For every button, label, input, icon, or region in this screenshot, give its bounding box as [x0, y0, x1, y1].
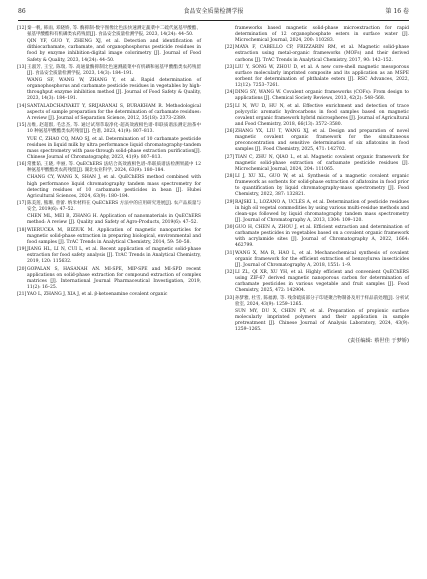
reference-text: 孙梦雅, 杜雪, 陈福源, 等. 残余硫质部分子印迹聚合物制备及用于样品前处理[J]. 分析试验室, 2024, 43(9): 1259–1265.: [235, 295, 409, 307]
reference-text: LI J, XU XL, GUO W, et al. Synthesis of a magnetic covalent organic framework as sorbents for solid-phase extraction of aflatoxins in food prior to quantification by liquid chromatography-mass spectrometry [J]. Food Chemistry, 2022, 387: 132821.: [235, 174, 409, 198]
reference-entry: [225, 104, 409, 128]
reference-number: [15]: [17, 123, 27, 129]
reference-entry: [17, 78, 201, 102]
reference-text: GUO H, CHEN A, ZHOU J, et al. Efficient extraction and determination of carbamate pesticides in vegetables based on a covalent organic framework with acrylamide sites [J]. Journal of Chromatography A, 2022, 1664: 462799.: [235, 225, 409, 249]
reference-number: [24]: [225, 90, 235, 96]
reference-entry: [225, 296, 409, 308]
reference-entry: [225, 65, 409, 89]
reference-text: GOPALAN S, HASANAH AN. MI-SPE, MIP-SPE and MI-SPD recent applications on solid-phase extraction for compound extraction of complex matrices [J]. International Journal Pharmaceutical Investigation, 2019, 11(2): 16–25.: [27, 266, 201, 290]
volume-label: 第 16 卷: [385, 8, 409, 15]
reference-number: [18]: [17, 227, 27, 233]
reference-entry: [225, 251, 409, 269]
reference-text: DING SY, WANG W. Covalent organic frameworks (COFs): From design to applications [J]. Chemical Society Reviews, 2013, 42(2): 548–568.: [235, 90, 409, 102]
references-left-column: [17, 26, 201, 299]
reference-entry: [17, 104, 201, 122]
reference-number: [30]: [225, 225, 235, 231]
reference-entry: [225, 309, 409, 333]
reference-entry: [17, 39, 201, 63]
reference-text: WANG SF, WANG W, ZHANG Y, et al. Rapid determination of organophosphorus and carbamate pesticide residues in vegetables by high-throughput enzyme inhibition method [J]. Journal of Food Safety & Quality, 2023, 14(3): 184–191.: [27, 78, 201, 102]
reference-number: [17]: [17, 200, 27, 206]
reference-text: WIERUCKA M, BIZIUK M. Application of magnetic nanoparticles for magnetic solid-phase extraction in preparing biological, environmental and food samples [J]. TrAC Trends in Analytical Chemistry, 2014, 59: 50–58.: [27, 227, 201, 245]
reference-number: [21]: [17, 292, 27, 298]
editor-note: (责任编辑: 蔡世佳 于梦娇): [348, 338, 409, 345]
reference-number: [19]: [17, 247, 27, 253]
reference-number: [14]: [17, 103, 27, 109]
reference-entry: [225, 90, 409, 102]
reference-number: [22]: [225, 45, 235, 51]
reference-number: [27]: [225, 154, 235, 160]
reference-number: [23]: [225, 64, 235, 70]
reference-entry: [225, 200, 409, 224]
reference-text: 岳维, 赵超群, 毛忠杰, 等. 通过试剂萃取净化-超高效液相色谱-串联质谱法测定油茶中 10 种氨基甲酸酯类农药残留[J]. 色谱, 2023, 41(9): 807–813.: [27, 123, 201, 135]
reference-text: JIANG HL, LI N, CUI L, et al. Recent application of magnetic solid-phase extraction for food safety analysis [J]. TrAC Trends in Analytical Chemistry, 2019, 120: 115632.: [27, 247, 201, 265]
reference-text: RAJSKI L, LOZANO A, UCLÉS A, et al. Determination of pesticide residues in high oil vegetal commodities by using various multi-residue methods and clean-ups followed by liquid chromatography tandem mass spectrometry [J]. Journal of Chromatography A, 2013, 1304: 109–120.: [235, 199, 409, 223]
reference-entry: [225, 225, 409, 249]
reference-entry: [17, 247, 201, 265]
reference-entry: [225, 155, 409, 173]
reference-text: LIU Y, SONG W, ZHOU D, et al. A new core-shell magnetic mesoporous surface molecularly imprinted composite and its application as an MSPE sorbent for determination of phthalate esters [J]. RSC Advances, 2022, 12(12): 7253–7261.: [235, 64, 409, 89]
reference-entry: [17, 175, 201, 199]
reference-text: 陈美莲, 熊珊, 曾蕾. 纳米材料在 QuEChERS 方法中的应用研究进展[J]. 农产品质量与安全, 2019(6): 47–52.: [27, 200, 201, 212]
reference-text: 秦一帆, 韩雨, 邓晓娇, 等. 酶抑制-数字图像比色法快速测定蔬菜中二硫代氨基甲酸酯、氨基甲酸酯和有机磷类农药残留[J]. 食品安全质量检测学报, 2023, 14(24): 44–50.: [27, 26, 201, 38]
reference-text: CHANG CY, WANG X, SHAN J, et al. QuEChERS method combined with high performance liquid chromatography tandem mass spectrometry for detecting residues of 10 carbamate pesticides in bean [J]. Hubei Agricultural Sciences, 2024, 63(9): 180–184.: [27, 175, 201, 199]
reference-number: [29]: [225, 199, 235, 205]
reference-entry: [225, 26, 409, 44]
reference-entry: [225, 174, 409, 198]
reference-text: 王淑芳, 王宝, 陈瑞, 等. 高通量酶抑制比色速测蔬菜中有机磷和氨基甲酸酯类农药残留[J]. 食品安全质量检测学报, 2023, 14(3): 184–191.: [27, 64, 201, 76]
reference-text: MAYA F, CABELLO CP, FRIZZARIN RM, et al. Magnetic solid-phase extraction using metal-organic frameworks (MOFs) and their derived carbons [J]. TrAC Trends in Analytical Chemistry, 2017, 90: 142–152.: [235, 45, 409, 63]
reference-number: [20]: [17, 266, 27, 272]
page-number: 86: [18, 8, 26, 15]
reference-entry: [225, 45, 409, 63]
reference-entry: [17, 292, 201, 298]
reference-number: [32]: [225, 270, 235, 276]
reference-entry: [17, 123, 201, 135]
reference-entry: [17, 137, 201, 161]
reference-entry: [17, 267, 201, 291]
reference-entry: [17, 201, 201, 213]
reference-text: frameworks based magnetic solid-phase microextraction for rapid determination of 12 organophosphate esters in surface water [J]. Microchemical Journal, 2024, 200: 110283.: [235, 26, 409, 44]
reference-number: [13]: [17, 64, 27, 70]
page-header: [18, 5, 409, 21]
reference-entry: [225, 129, 409, 153]
reference-number: [33]: [225, 295, 235, 301]
reference-number: [31]: [225, 250, 235, 256]
reference-entry: [17, 162, 201, 174]
reference-number: [25]: [225, 103, 235, 109]
reference-text: QIN YF, GUO Y, ZHENG XJ, et al. Detection and identification of dithiocarbamate, carbamate, and organophosphorus pesticide residues in food by enzyme inhibition-digital image colorimetry [J]. Journal of Food Safety & Quality, 2023, 14(24): 44–50.: [27, 39, 201, 63]
reference-text: YAO L, ZHANG J, XIA J, et al. β-ketoenamine covalent organic: [27, 292, 168, 298]
reference-number: [26]: [225, 129, 235, 135]
reference-entry: [17, 65, 201, 77]
reference-text: SUN MY, DU X, CHEN FY, et al. Preparation of propionic surface molecularly imprinted polymers and their application in sample pretreatment [J]. Chinese Journal of Analysis Laboratory, 2024, 43(9): 1259–1265.: [235, 308, 409, 333]
reference-text: LI N, WU D, HU N, et al. Effective enrichment and detection of trace polycyclic aromatic hydrocarbons in food samples based on magnetic covalent organic framework hybrid microspheres [J]. Journal of Agricultural and Food Chemistry, 2018, 66(13): 3572–3580.: [235, 103, 409, 127]
reference-text: SANTALADCHAIYAKIT Y, SRIJARANAI S, BURAKHAM R. Methodological aspects of sample preparation for the determination of carbamate residues: A review [J]. Journal of Separation Science, 2012, 35(18): 2373–2389.: [27, 103, 201, 121]
reference-text: ZHANG YX, LIU T, WANG XJ, et al. Design and preparation of novel magnetic covalent organic framework for the simultaneous preconcentration and sensitive determination of six aflatoxins in food samples [J]. Food Chemistry, 2025, 471: 142702.: [235, 129, 409, 153]
reference-number: [16]: [17, 162, 27, 168]
reference-text: CHEN ML, MEI B, ZHANG H. Application of nanomaterials in QuEChERS method: A review [J]. Quality and Safety of Agro-Products, 2019(6): 47–52.: [27, 214, 201, 226]
reference-number: [28]: [225, 174, 235, 180]
reference-entry: [17, 228, 201, 246]
references-right-column: [225, 26, 409, 345]
reference-entry: [225, 270, 409, 294]
reference-text: TIAN C, ZHU N, QIAO L, et al. Magnetic covalent organic framework for magnetic solid-phase extraction of carbamate pesticide residues [J]. Microchemical Journal, 2024, 204: 111065.: [235, 154, 409, 172]
reference-entry: [17, 26, 201, 38]
reference-text: 常雅茹, 王晓, 申丽, 等. QuEChERS 法结合高效液相色谱-串联质谱法检测果蔬中 12 种氨基甲酸酯类农药残留[J]. 湖北农业科学, 2024, 63(9): 180–184.: [27, 162, 201, 174]
reference-number: [12]: [17, 26, 27, 31]
reference-text: YUE C, ZHAO CQ, MAO SJ, et al. Determination of 10 carbamate pesticide residues in liquid milk by ultra performance liquid chromatography-tandem mass spectrometry with pass-through solid-phase extraction purification[J]. Chinese Journal of Chromatography, 2023, 41(9): 807–813.: [27, 136, 201, 160]
reference-text: LI ZL, QI XR, XU YH, et al. Highly efficient and convenient QuEChERS using ZIF-67 derived magnetic nanoporous carbon for determination of carbamate pesticides in various vegetable and fruit samples [J]. Food Chemistry, 2025, 472: 142904.: [235, 270, 409, 294]
reference-text: WANG X, MA R, HAO L, et al. Mechanochemical synthesis of covalent organic framework for the efficient extraction of benzoylurea insecticides [J]. Journal of Chromatography A, 2018, 1551: 1–9.: [235, 250, 409, 268]
journal-title: 食品安全质量检测学报: [183, 8, 244, 15]
reference-entry: [17, 214, 201, 226]
